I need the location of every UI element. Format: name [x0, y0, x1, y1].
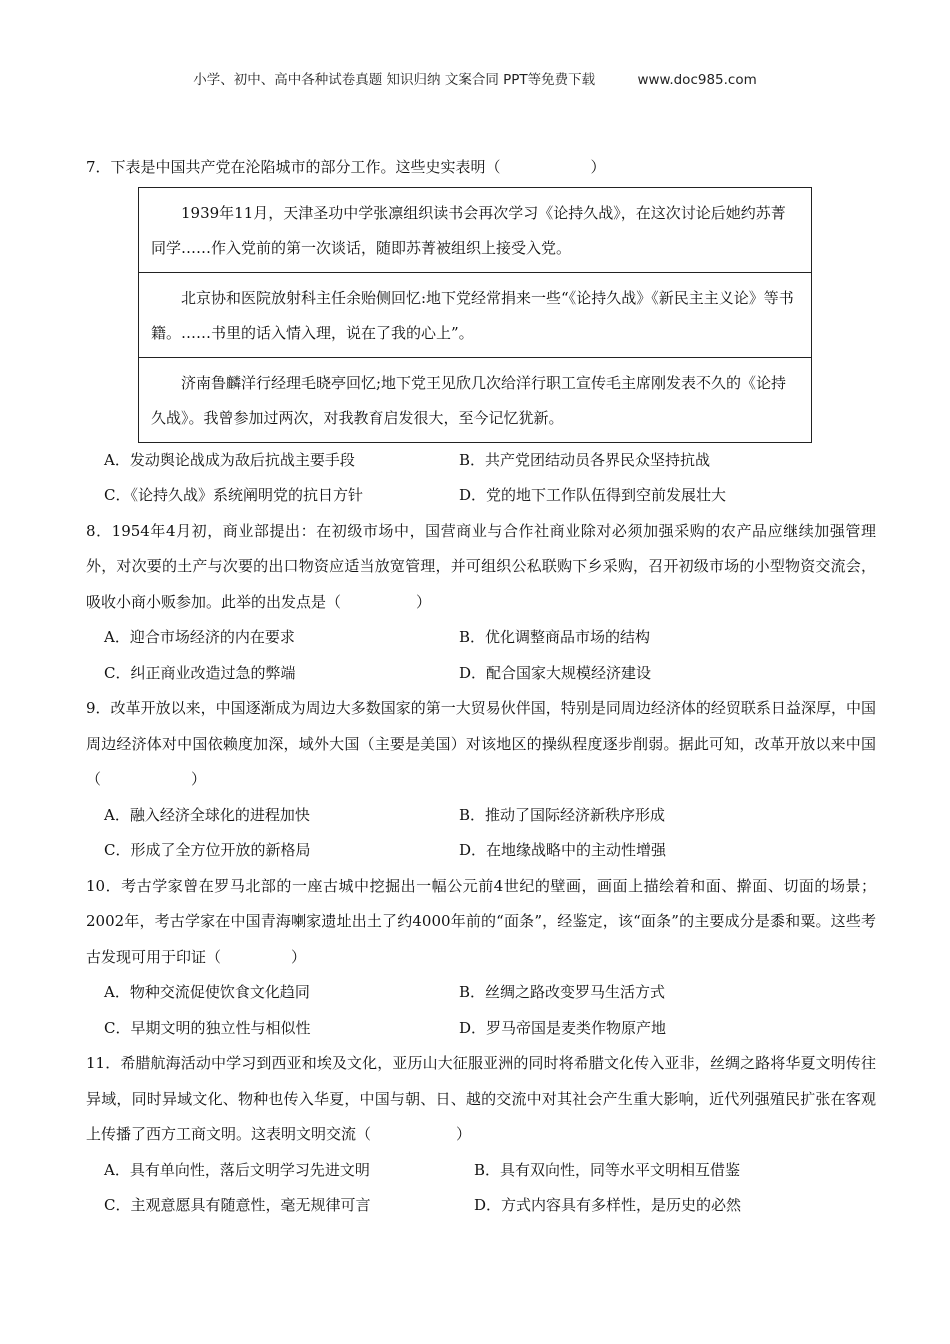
option-a[interactable]: A．融入经济全球化的进程加快: [104, 805, 310, 824]
option-d[interactable]: D．在地缘战略中的主动性增强: [459, 841, 667, 859]
question-stem: 9．改革开放以来，中国逐渐成为周边大多数国家的第一大贸易伙伴国，特别是同周边经济体的经贸联系日益深厚，中国周边经济体对中国依赖度加深，域外大国（主要是美国）对该地区的操纵程度逐步削弱。据此可知，改革开放以来中国（ ）: [86, 699, 876, 788]
question-8: [86, 514, 876, 692]
option-a[interactable]: A．具有单向性，落后文明学习先进文明: [104, 1160, 370, 1179]
question-10: [86, 869, 876, 1047]
table-cell: 1939年11月，天津圣功中学张凛组织读书会再次学习《论持久战》，在这次讨论后她约苏菁同学……作入党前的第一次谈话，随即苏菁被组织上接受入党。: [139, 187, 812, 272]
option-b[interactable]: B．共产党团结动员各界民众坚持抗战: [459, 450, 711, 469]
question-11: [86, 1046, 876, 1224]
question-9: [86, 691, 876, 869]
option-d[interactable]: D．方式内容具有多样性，是历史的必然: [474, 1196, 742, 1214]
options: [86, 620, 876, 691]
option-b[interactable]: B．推动了国际经济新秩序形成: [459, 805, 666, 824]
option-c[interactable]: C．主观意愿具有随意性，毫无规律可言: [104, 1196, 371, 1214]
question-stem: 8．1954年4月初，商业部提出：在初级市场中，国营商业与合作社商业除对必须加强采购的农产品应继续加强管理外，对次要的土产与次要的出口物资应适当放宽管理，并可组织公私联购下乡采购，召开初级市场的小型物资交流会，吸收小商小贩参加。此举的出发点是（ ）: [86, 521, 876, 611]
option-c[interactable]: C．纠正商业改造过急的弊端: [104, 663, 296, 682]
options: [86, 798, 876, 869]
table-row: [139, 357, 812, 442]
option-d[interactable]: D．配合国家大规模经济建设: [459, 663, 652, 682]
question-7: [86, 150, 876, 514]
options: [86, 1153, 876, 1224]
question-stem: 11．希腊航海活动中学习到西亚和埃及文化，亚历山大征服亚洲的同时将希腊文化传入亚非，丝绸之路将华夏文明传往异域，同时异域文化、物种也传入华夏，中国与朝、日、越的交流中对其社会产生重大影响，近代列强殖民扩张在客观上传播了西方工商文明。这表明文明交流（ ）: [86, 1054, 876, 1143]
option-b[interactable]: B．具有双向性，同等水平文明相互借鉴: [474, 1160, 741, 1179]
question-stem: 7．下表是中国共产党在沦陷城市的部分工作。这些史实表明（ ）: [86, 158, 606, 176]
table-row: [139, 272, 812, 357]
options: [86, 443, 876, 514]
exam-content: [86, 150, 876, 1224]
option-a[interactable]: A．发动舆论战成为敌后抗战主要手段: [104, 450, 355, 469]
table-cell: 北京协和医院放射科主任余贻侧回忆:地下党经常捐来一些“《论持久战》《新民主主义论》等书籍。……书里的话入情入理，说在了我的心上”。: [139, 272, 812, 357]
header-text: 小学、初中、高中各种试卷真题 知识归纳 文案合同 PPT等免费下载: [193, 72, 596, 88]
option-b[interactable]: B．丝绸之路改变罗马生活方式: [459, 983, 666, 1001]
table-row: [139, 187, 812, 272]
option-b[interactable]: B．优化调整商品市场的结构: [459, 628, 651, 646]
option-d[interactable]: D．党的地下工作队伍得到空前发展壮大: [459, 486, 727, 504]
option-a[interactable]: A．迎合市场经济的内在要求: [104, 628, 295, 646]
question-stem: 10．考古学家曾在罗马北部的一座古城中挖掘出一幅公元前4世纪的壁画，画面上描绘着和面、擀面、切面的场景；2002年，考古学家在中国青海喇家遗址出土了约4000年前的“面条”，经鉴定，该“面条”的主要成分是黍和粟。这些考古发现可用于印证（ ）: [86, 876, 876, 966]
page-header: [0, 68, 950, 88]
option-c[interactable]: C．《论持久战》系统阐明党的抗日方针: [104, 486, 363, 504]
options: [86, 975, 876, 1046]
option-d[interactable]: D．罗马帝国是麦类作物原产地: [459, 1018, 667, 1037]
table-cell: 济南鲁麟洋行经理毛晓亭回忆;地下党王见欣几次给洋行职工宣传毛主席刚发表不久的《论持久战》。我曾参加过两次，对我教育启发很大，至今记忆犹新。: [139, 357, 812, 442]
option-c[interactable]: C．形成了全方位开放的新格局: [104, 841, 311, 859]
header-url[interactable]: www.doc985.com: [637, 72, 757, 88]
option-a[interactable]: A．物种交流促使饮食文化趋同: [104, 983, 310, 1001]
option-c[interactable]: C．早期文明的独立性与相似性: [104, 1018, 311, 1037]
source-table: [138, 187, 812, 443]
